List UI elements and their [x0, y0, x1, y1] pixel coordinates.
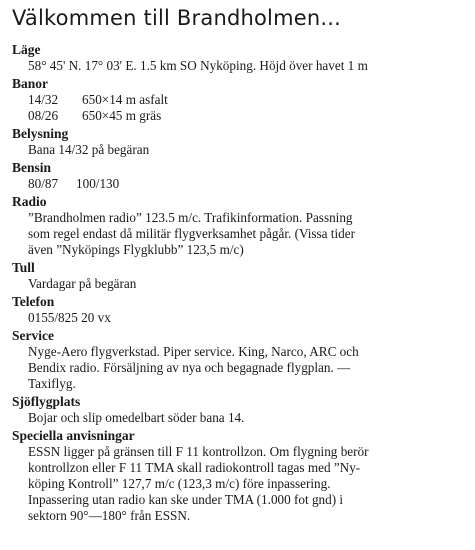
- section-belysning: [12, 126, 467, 158]
- section-sjoflygplats: [12, 394, 467, 426]
- section-radio: [12, 194, 467, 258]
- section-heading-lage: Läge: [12, 42, 41, 57]
- runway-designation: 08/26: [28, 108, 59, 123]
- page-title: Välkommen till Brandholmen...: [12, 6, 341, 30]
- section-banor: [12, 76, 467, 124]
- section-telefon: [12, 294, 467, 326]
- runway-designation: 14/32: [28, 92, 59, 107]
- section-heading-tull: Tull: [12, 260, 35, 275]
- section-heading-belysning: Belysning: [12, 126, 69, 141]
- section-heading-sjoflygplats: Sjöflygplats: [12, 394, 81, 409]
- lage-text: 58° 45' N. 17° 03' E. 1.5 km SO Nyköping. Höjd över havet 1 m: [28, 58, 368, 73]
- runway-row: [28, 108, 467, 124]
- service-line-1: Nyge-Aero flygverkstad. Piper service. King, Narco, ARC och: [28, 344, 359, 359]
- section-heading-bensin: Bensin: [12, 160, 52, 175]
- section-bensin: [12, 160, 467, 192]
- belysning-text: Bana 14/32 på begäran: [28, 142, 150, 157]
- section-tull: [12, 260, 467, 292]
- section-heading-radio: Radio: [12, 194, 47, 209]
- section-heading-service: Service: [12, 328, 54, 343]
- speciella-line-5: sektorn 90°—180° från ESSN.: [28, 508, 191, 523]
- speciella-line-4: Inpassering utan radio kan ske under TMA (1.000 fot gnd) i: [28, 492, 344, 507]
- section-service: [12, 328, 467, 392]
- section-heading-telefon: Telefon: [12, 294, 55, 309]
- telefon-text: 0155/825 20 vx: [28, 310, 111, 325]
- radio-line-1: ”Brandholmen radio” 123.5 m/c. Trafikinformation. Passning: [28, 210, 353, 225]
- service-line-2: Bendix radio. Försäljning av nya och begagnade flygplan. —: [28, 360, 351, 375]
- fuel-grade-2: 100/130: [76, 176, 120, 191]
- section-lage: [12, 42, 467, 74]
- runway-row: [28, 92, 467, 108]
- speciella-line-1: ESSN ligger på gränsen till F 11 kontrollzon. Om flygning berör: [28, 444, 369, 459]
- radio-line-3: även ”Nyköpings Flygklubb” 123,5 m/c): [28, 242, 244, 257]
- section-heading-speciella-anvisningar: Speciella anvisningar: [12, 428, 135, 443]
- speciella-line-3: köping Kontroll” 127,7 m/c (123,3 m/c) före inpassering.: [28, 476, 331, 491]
- section-speciella-anvisningar: [12, 428, 467, 524]
- sjoflygplats-text: Bojar och slip omedelbart söder bana 14.: [28, 410, 245, 425]
- service-line-3: Taxiflyg.: [28, 376, 76, 391]
- section-heading-banor: Banor: [12, 76, 49, 91]
- fuel-grade-1: 80/87: [28, 176, 59, 191]
- radio-line-2: som regel endast då militär flygverksamhet pågår. (Vissa tider: [28, 226, 355, 241]
- speciella-line-2: kontrollzon eller F 11 TMA skall radiokontroll tagas med ”Ny-: [28, 460, 361, 475]
- runway-description: 650×14 m asfalt: [82, 92, 168, 107]
- tull-text: Vardagar på begäran: [28, 276, 137, 291]
- runway-description: 650×45 m gräs: [82, 108, 162, 123]
